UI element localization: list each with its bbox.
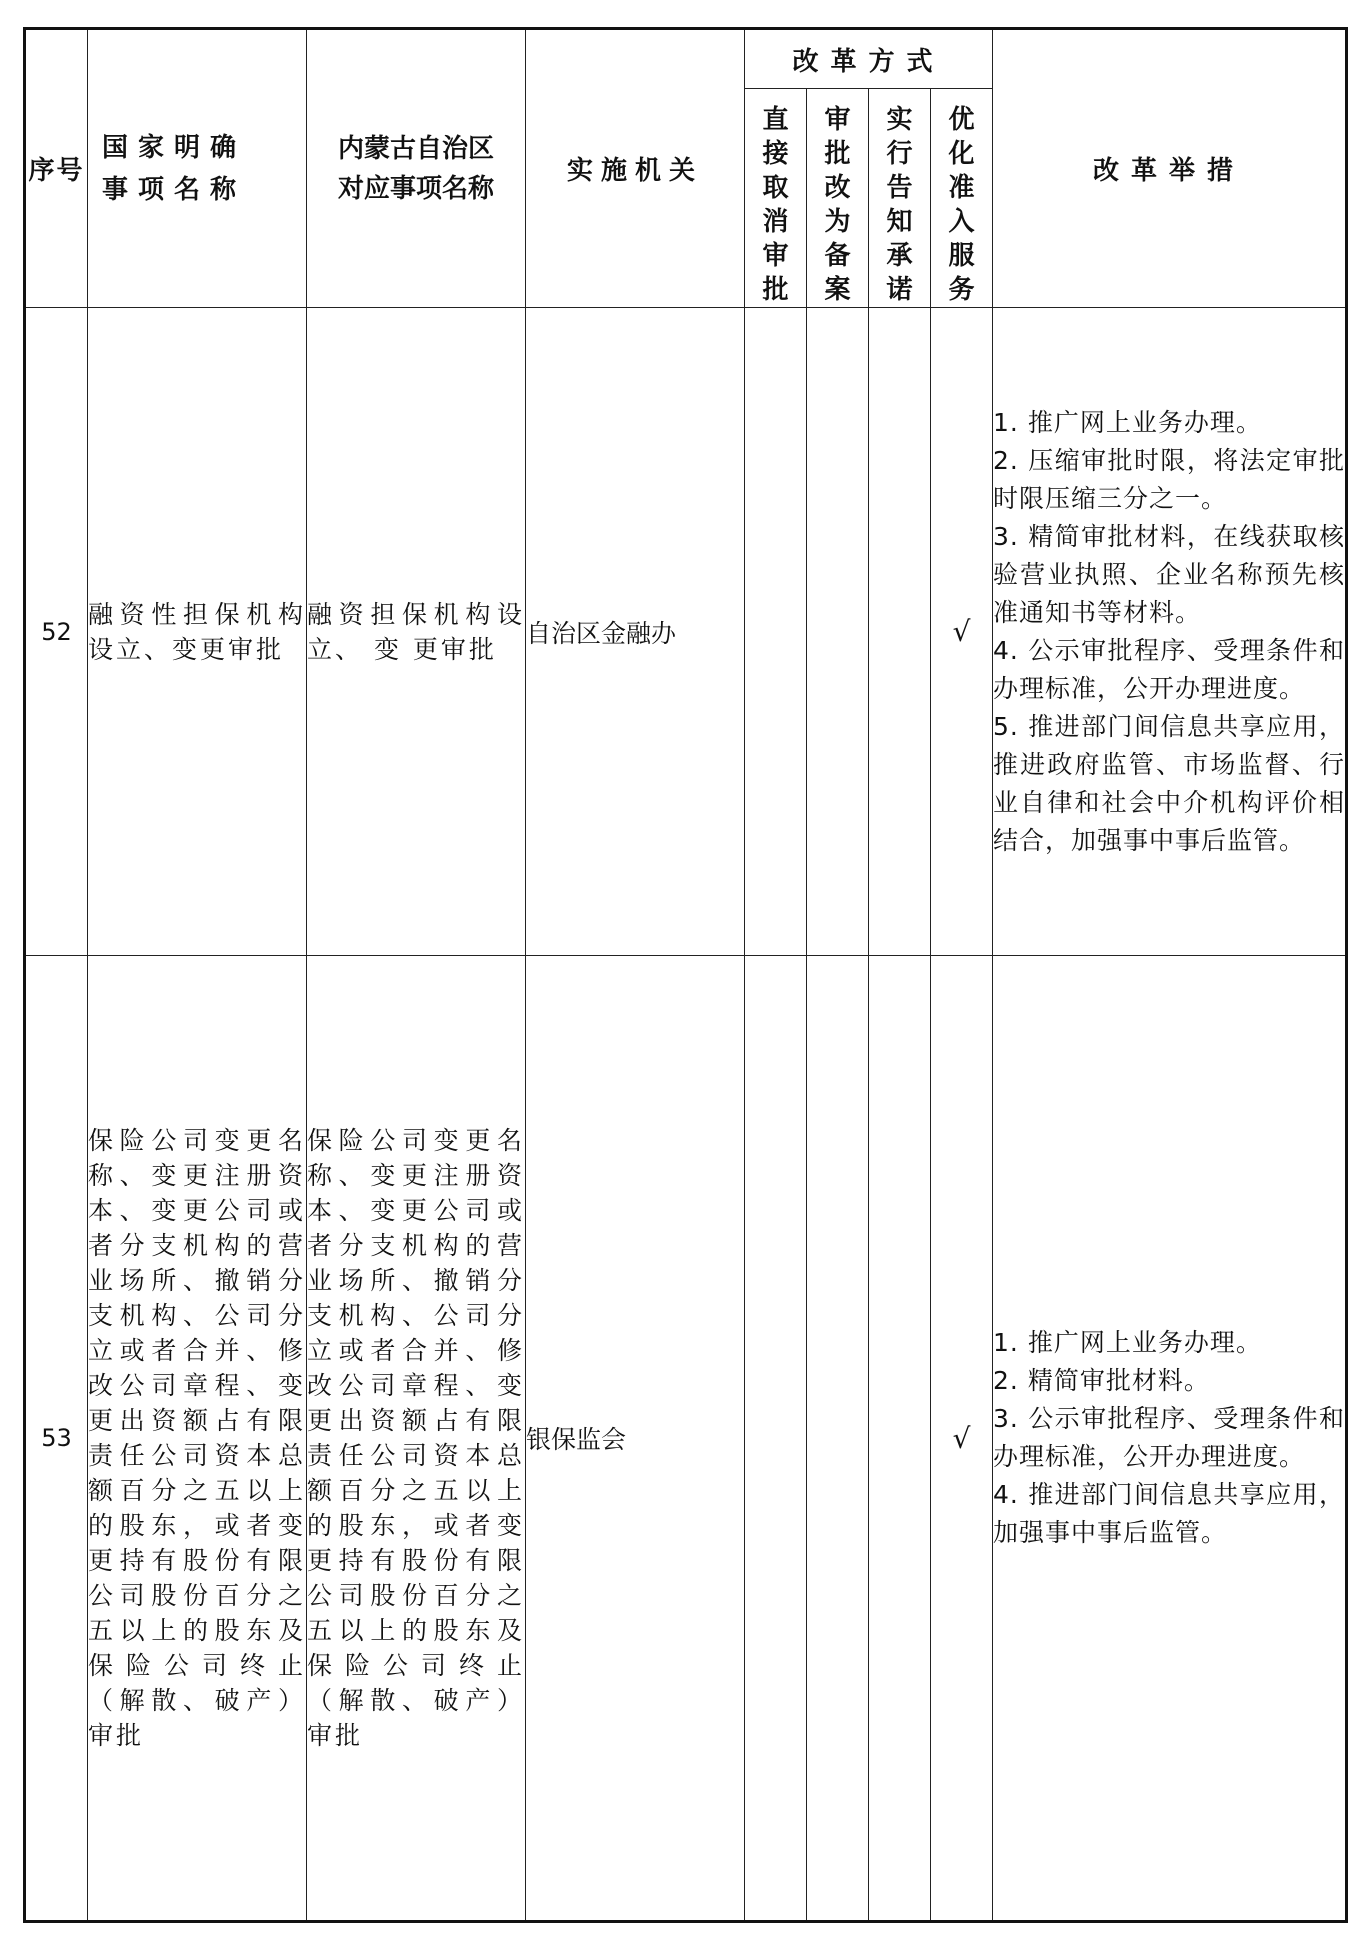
- measure-item: 4. 公示审批程序、受理条件和办理标准，公开办理进度。: [993, 635, 1346, 703]
- method-char: 取: [762, 173, 789, 203]
- method-char: 直: [762, 105, 789, 135]
- row-mark-commitment: [869, 308, 931, 956]
- method-char: 行: [886, 139, 913, 169]
- header-agency: 实施机关: [526, 29, 745, 308]
- measure-item: 2. 精简审批材料。: [993, 1366, 1210, 1395]
- method-char: 备: [824, 241, 851, 271]
- method-char: 实: [886, 105, 913, 135]
- method-char: 诺: [886, 275, 913, 305]
- method-char: 批: [824, 139, 851, 169]
- method-char: 改: [824, 173, 851, 203]
- row-mark-cancel: [745, 956, 807, 1922]
- row-seq: 52: [25, 308, 88, 956]
- method-chars: [869, 103, 930, 307]
- header-region-item-line1: 内蒙古自治区: [337, 133, 494, 164]
- method-char: 准: [948, 173, 975, 203]
- header-method-commitment: [869, 89, 931, 308]
- table-row: [25, 308, 1347, 956]
- row-region-item: 融资担保机构设 立、 变 更审批: [307, 308, 526, 956]
- measure-item: 3. 精简审批材料，在线获取核验营业执照、企业名称预先核准通知书等材料。: [993, 521, 1346, 627]
- row-mark-filing: [807, 308, 869, 956]
- header-national-item-line1: 国家明确: [102, 132, 247, 163]
- row-measures: [993, 956, 1347, 1922]
- method-char: 告: [886, 173, 913, 203]
- method-char: 批: [762, 275, 789, 305]
- header-method-cancel: [745, 89, 807, 308]
- row-mark-optimize: √: [931, 956, 993, 1922]
- method-char: 务: [948, 275, 975, 305]
- measure-item: 1. 推广网上业务办理。: [993, 1328, 1262, 1357]
- method-char: 审: [762, 241, 789, 271]
- row-mark-cancel: [745, 308, 807, 956]
- measure-item: 4. 推进部门间信息共享应用，加强事中事后监管。: [993, 1480, 1346, 1547]
- method-char: 知: [886, 207, 913, 237]
- header-region-item-line2: 对应事项名称: [337, 173, 494, 204]
- header-method-optimize: [931, 89, 993, 308]
- method-char: 承: [886, 241, 913, 271]
- method-char: 为: [824, 207, 851, 237]
- header-method-filing: [807, 89, 869, 308]
- method-char: 化: [948, 139, 975, 169]
- header-reform-method: 改革方式: [745, 29, 993, 89]
- row-mark-filing: [807, 956, 869, 1922]
- header-national-item: [88, 29, 307, 308]
- method-char: 服: [948, 241, 975, 271]
- table-row: [25, 956, 1347, 1922]
- row-seq: 53: [25, 956, 88, 1922]
- row-national-item: 融资性担保机构设立、变更审批: [88, 308, 307, 956]
- method-chars: [807, 103, 868, 307]
- method-chars: [745, 103, 806, 307]
- method-char: 消: [762, 207, 789, 237]
- row-national-item: 保险公司变更名称、变更注册资本、变更公司或者分支机构的营业场所、撤销分支机构、公司分立或者合并、修改公司章程、变更出资额占有限责任公司资本总额百分之五以上的股东，或者变更持有股份有限公司股份百分之五以上的股东及保险公司终止（解散、破产）审批: [88, 956, 307, 1922]
- header-reform-measures: 改革举措: [993, 29, 1347, 308]
- measure-item: 1. 推广网上业务办理。: [993, 407, 1262, 437]
- method-char: 审: [824, 105, 851, 135]
- row-mark-commitment: [869, 956, 931, 1922]
- measure-item: 3. 公示审批程序、受理条件和办理标准，公开办理进度。: [993, 1404, 1346, 1471]
- method-char: 优: [948, 105, 975, 135]
- row-mark-optimize: √: [931, 308, 993, 956]
- measure-item: 5. 推进部门间信息共享应用，推进政府监管、市场监督、行业自律和社会中介机构评价相结合，加强事中事后监管。: [993, 711, 1346, 855]
- header-seq: 序号: [25, 29, 88, 308]
- method-char: 入: [948, 207, 975, 237]
- row-agency: 银保监会: [526, 956, 745, 1922]
- row-region-item: 保险公司变更名称、变更注册资本、变更公司或者分支机构的营业场所、撤销分支机构、公司分立或者合并、修改公司章程、变更出资额占有限责任公司资本总额百分之五以上的股东，或者变更持有股份有限公司股份百分之五以上的股东及保险公司终止（解散、破产）审批: [307, 956, 526, 1922]
- row-agency: 自治区金融办: [526, 308, 745, 956]
- header-national-item-line2: 事项名称: [102, 174, 247, 205]
- measure-item: 2. 压缩审批时限，将法定审批时限压缩三分之一。: [993, 445, 1346, 513]
- method-char: 案: [824, 275, 851, 305]
- method-chars: [931, 103, 992, 307]
- method-char: 接: [762, 139, 789, 169]
- row-measures: [993, 308, 1347, 956]
- reform-items-table: [23, 27, 1348, 1923]
- header-region-item: [307, 29, 526, 308]
